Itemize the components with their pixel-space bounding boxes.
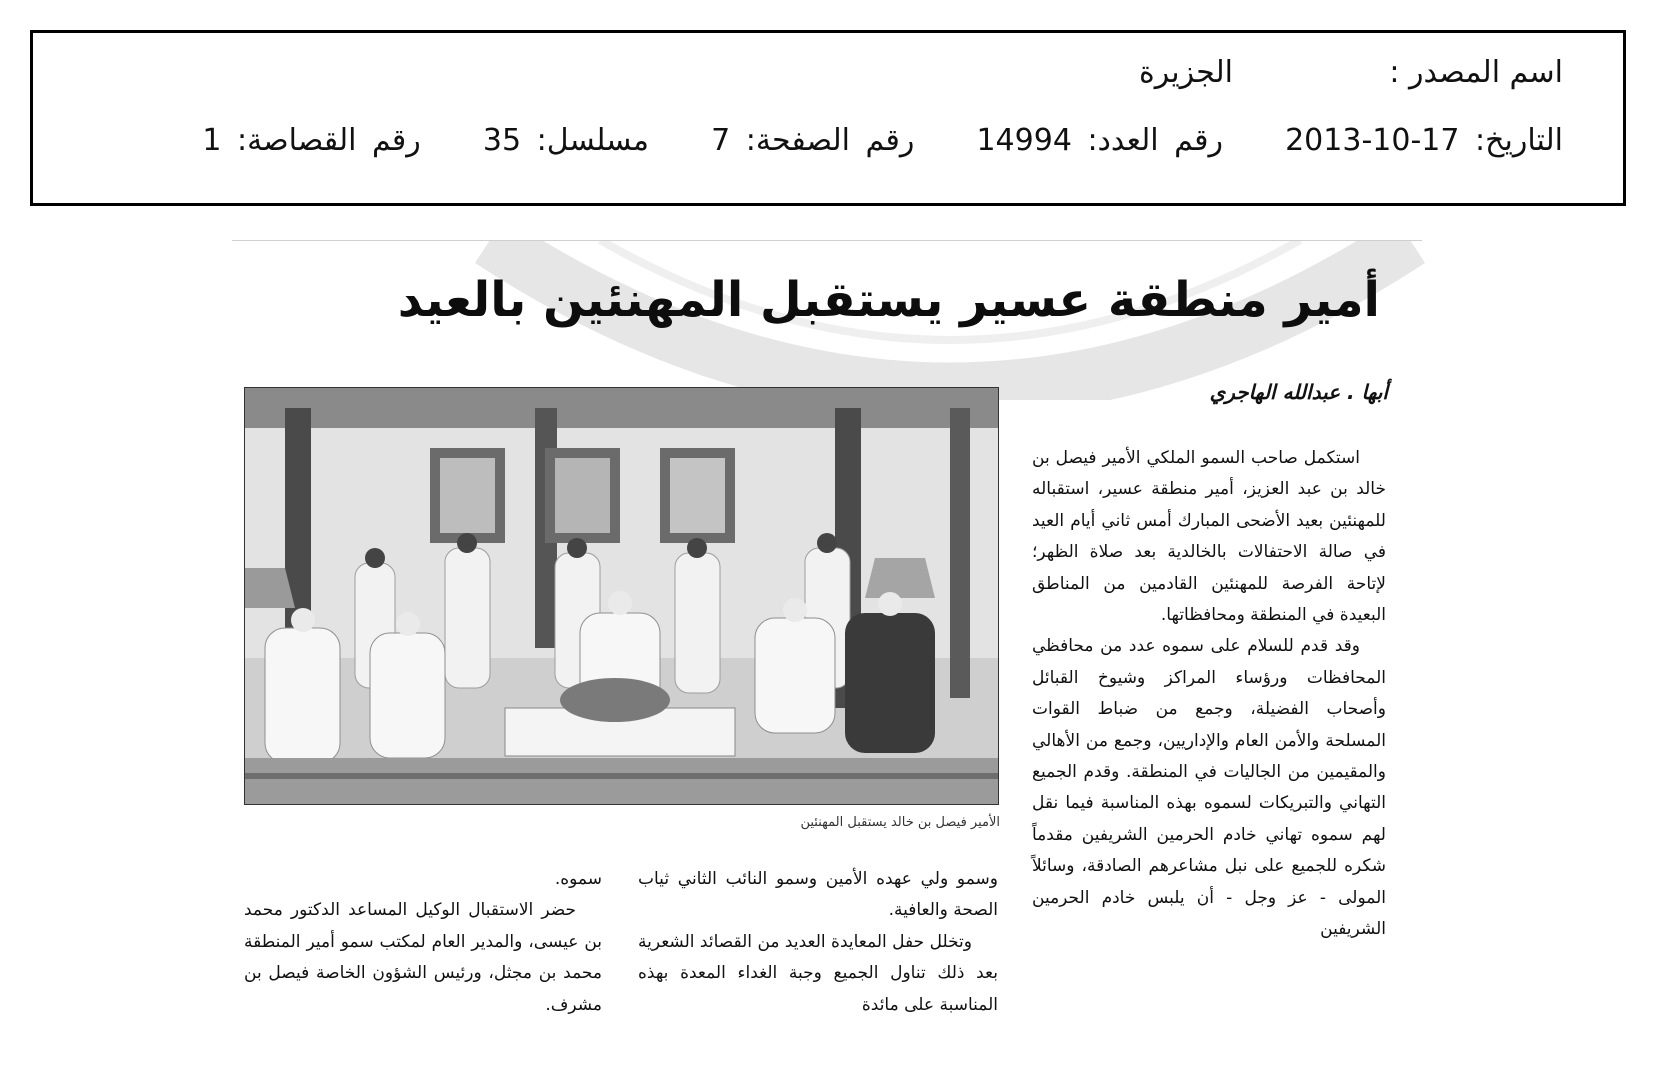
top-rule: [232, 240, 1422, 241]
article-headline: أمير منطقة عسير يستقبل المهنئين بالعيد: [397, 272, 1380, 328]
paragraph: استكمل صاحب السمو الملكي الأمير فيصل بن خالد بن عبد العزيز، أمير منطقة عسير، استقباله للمهنئين بعيد الأضحى المبارك أمس ثاني أيام العيد في صالة الاحتفالات بالخالدية بعد صلاة الظهر؛ لإتاحة الفرصة للمهنئين القادمين من المناطق البعيدة في المنطقة ومحافظاتها.: [1032, 448, 1386, 626]
article-byline: أبها . عبدالله الهاجري: [1209, 380, 1388, 404]
paragraph: وقد قدم للسلام على سموه عدد من محافظي المحافظات ورؤساء المراكز وشيوخ القبائل وأصحاب الفضيلة، وجمع من ضباط القوات المسلحة والأمن العام والإداريين، وجمع من الأهالي والمقيمين من الجاليات في المنطقة. وقدم الجميع التهاني والتبريكات لسموه بهذه المناسبة فيما نقل لهم سموه تهاني خادم الحرمين الشريفين مقدماً شكره للجميع على نبل مشاعرهم الصادقة، وسائلاً المولى - عز وجل - أن يلبس خادم الحرمين الشريفين: [1032, 636, 1386, 940]
clipping-info-line: التاريخ: 17-10-2013 رقم العدد: 14994 رقم الصفحة: 7 مسلسل: 35 رقم القصاصة: 1: [202, 123, 1563, 158]
reception-photo-illustration: [245, 388, 998, 804]
article-photo: [244, 387, 999, 805]
article-column-right: [1032, 443, 1386, 946]
paragraph: سموه.: [554, 869, 602, 889]
paragraph: وتخلل حفل المعايدة العديد من القصائد الشعرية بعد ذلك تناول الجميع وجبة الغداء المعدة بهذه المناسبة على مائدة: [638, 931, 998, 1015]
article-column-left: [244, 864, 602, 1021]
photo-caption: الأمير فيصل بن خالد يستقبل المهنئين: [800, 815, 1000, 830]
paragraph: حضر الاستقبال الوكيل المساعد الدكتور محمد بن عيسى، والمدير العام لمكتب سمو أمير المنطقة محمد بن مجثل، ورئيس الشؤون الخاصة فيصل بن مشرف.: [244, 900, 602, 1015]
source-label: اسم المصدر :: [1389, 55, 1563, 90]
article-column-middle: [638, 864, 998, 1021]
clipping-metadata-box: [30, 30, 1626, 206]
paragraph: وسمو ولي عهده الأمين وسمو النائب الثاني ثياب الصحة والعافية.: [638, 869, 998, 921]
source-value: الجزيرة: [1138, 55, 1233, 90]
